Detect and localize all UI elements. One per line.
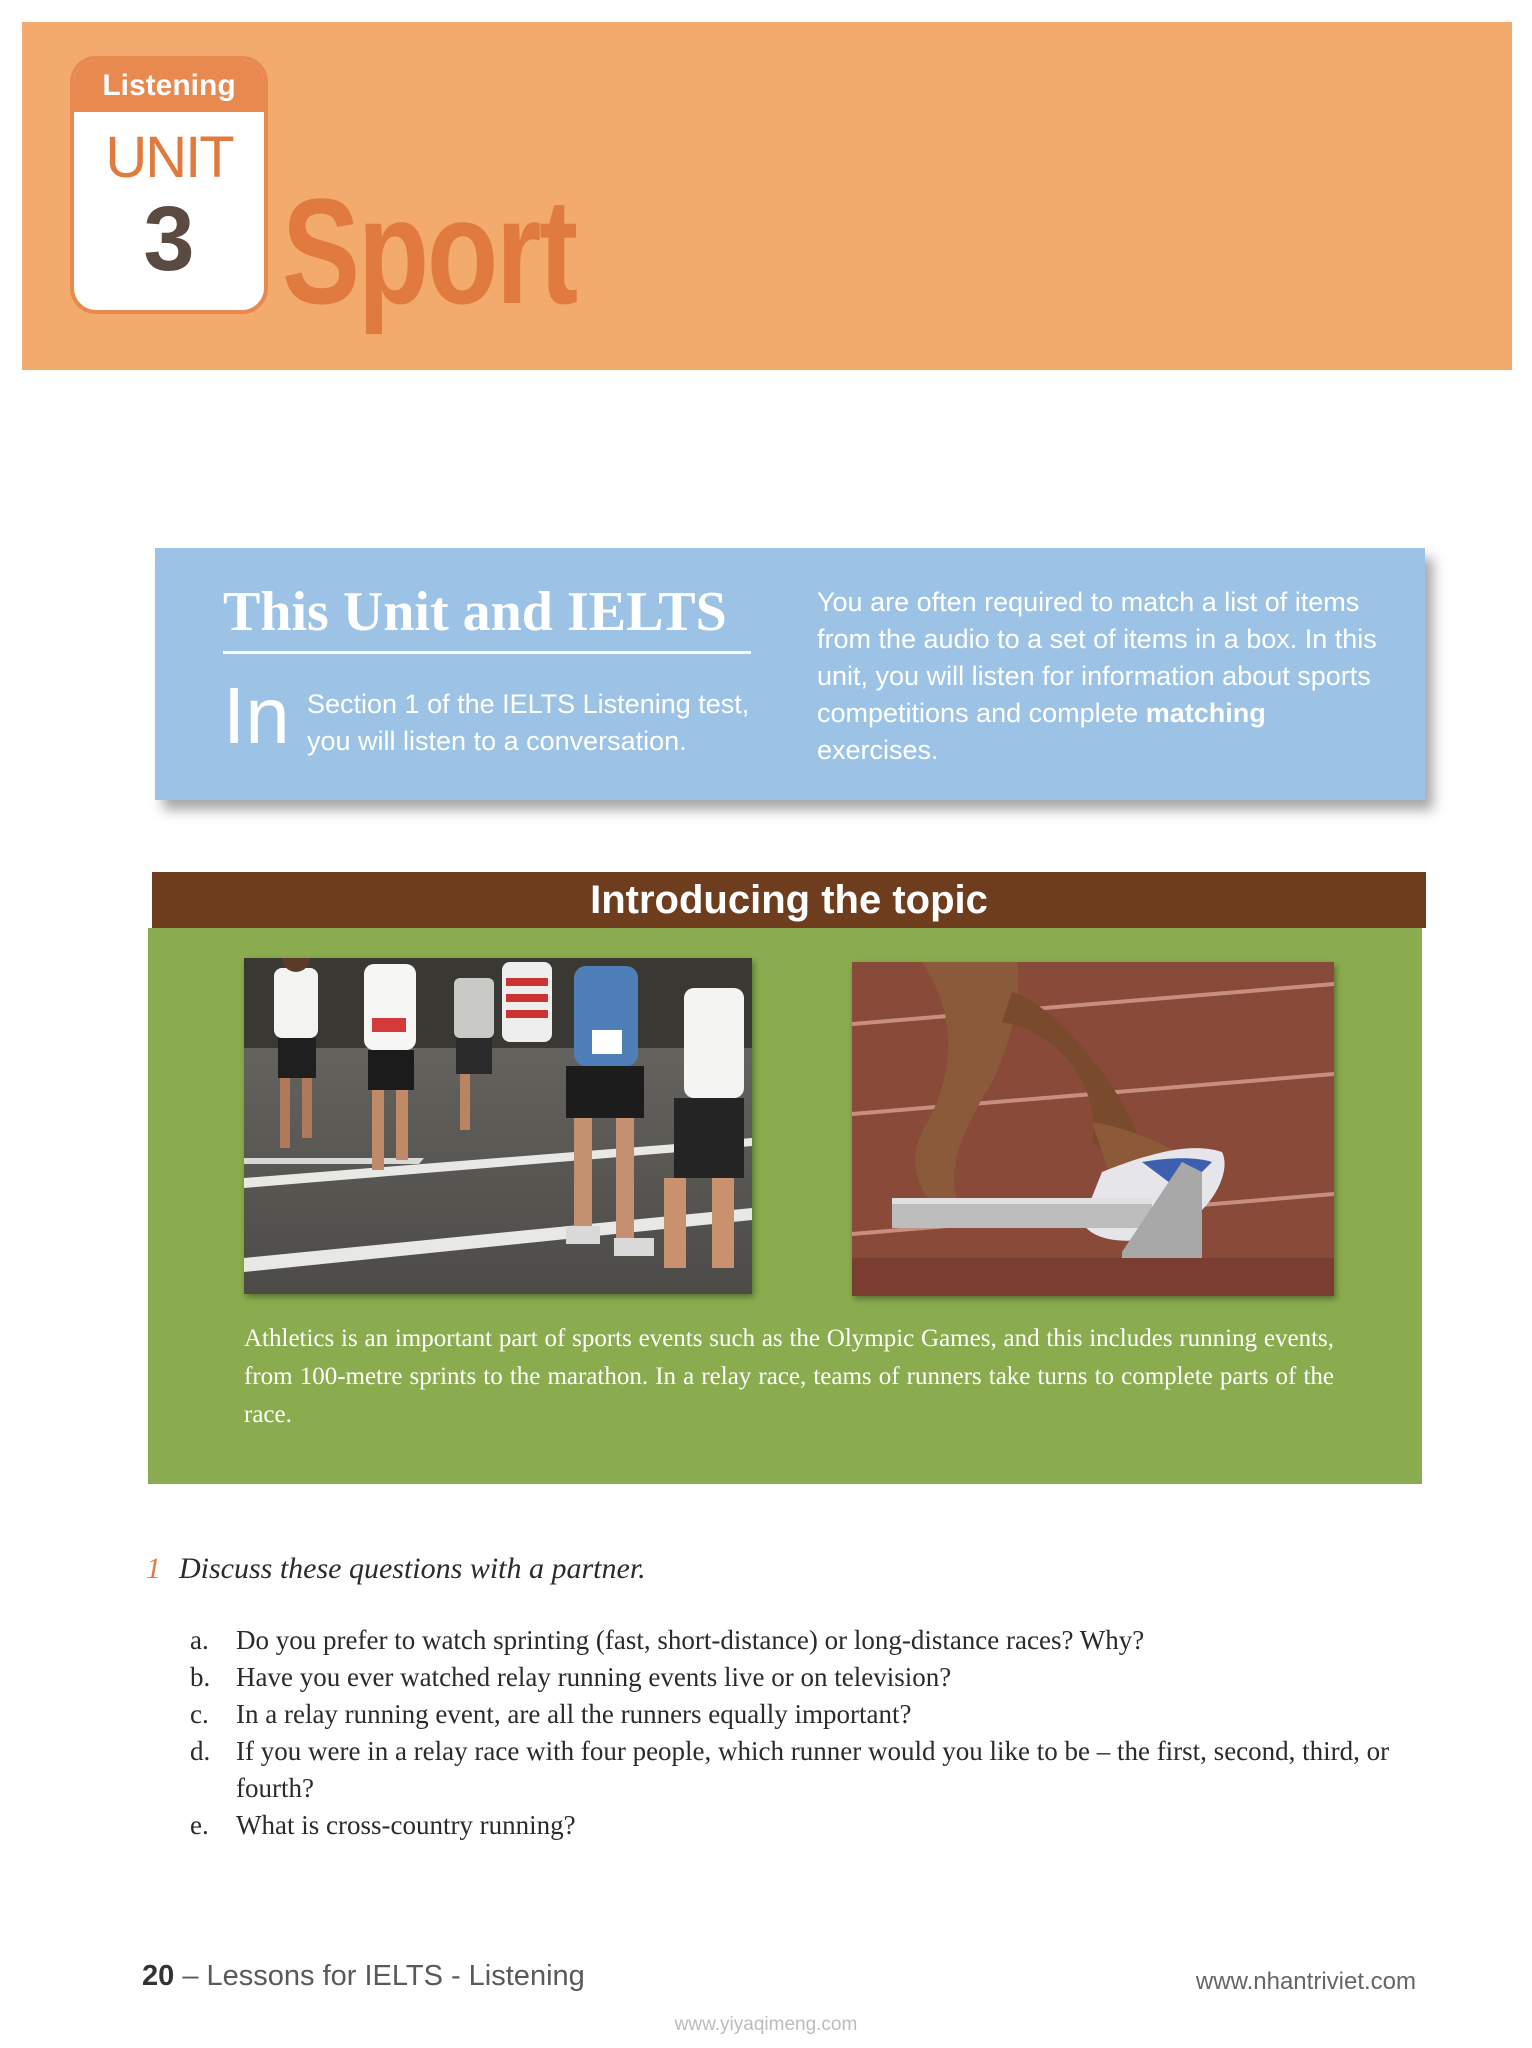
topic-panel [148,928,1422,1484]
question-text: Have you ever watched relay running events live or on television? [236,1662,952,1692]
watermark: www.yiyaqimeng.com [674,2014,858,2035]
sprinter-starting-block-photo [852,962,1334,1296]
page-footer [142,1960,585,1993]
list-item [190,1622,1430,1659]
marathon-runners-photo [244,958,752,1294]
page-number: 20 [142,1960,175,1992]
unit-title: Sport [282,167,576,335]
topic-description: Athletics is an important part of sports events such as the Olympic Games, and this includes running events, from 100-metre sprints to the marathon. In a relay race, teams of runners take turns to complete parts of the race. [244,1325,1334,1428]
list-item [190,1659,1430,1696]
info-right-text [817,584,1377,769]
list-item [190,1733,1430,1807]
question-letter: d. [190,1736,211,1766]
section-label: Listening [74,60,264,112]
question-letter: e. [190,1810,209,1840]
question-list [190,1622,1430,1844]
question-letter: c. [190,1699,209,1729]
unit-word: UNIT [105,125,233,190]
unit-number: 3 [143,188,195,290]
exercise-number: 1 [146,1552,161,1585]
info-right-text-bold: matching [1145,698,1266,728]
topic-header: Introducing the topic [152,872,1426,928]
unit-and-ielts-box [155,548,1425,800]
question-letter: a. [190,1625,209,1655]
publisher-website[interactable]: www.nhantriviet.com [1195,1968,1416,1995]
unit-badge [70,56,268,314]
list-item [190,1807,1430,1844]
info-divider [223,651,751,654]
question-text: What is cross-country running? [236,1810,576,1840]
list-item [190,1696,1430,1733]
info-left-text: Section 1 of the IELTS Listening test, you will listen to a conversation. [307,689,750,756]
book-title: – Lessons for IELTS - Listening [174,1960,585,1992]
question-text: Do you prefer to watch sprinting (fast, short-distance) or long-distance races? Why? [236,1625,1145,1655]
info-right-text-end: exercises. [817,735,939,765]
question-text: If you were in a relay race with four people, which runner would you like to be – the first, second, third, or fourth? [236,1736,1390,1803]
info-drop-cap: In [223,671,290,760]
question-text: In a relay running event, are all the runners equally important? [236,1699,912,1729]
info-heading: This Unit and IELTS [223,581,727,643]
exercise-instruction [146,1552,646,1586]
question-letter: b. [190,1662,211,1692]
exercise-instruction-text: Discuss these questions with a partner. [179,1552,646,1585]
info-right-text-start: You are often required to match a list of items from the audio to a set of items in a box. In this unit, you will listen for information about sports competitions and complete [817,587,1377,728]
